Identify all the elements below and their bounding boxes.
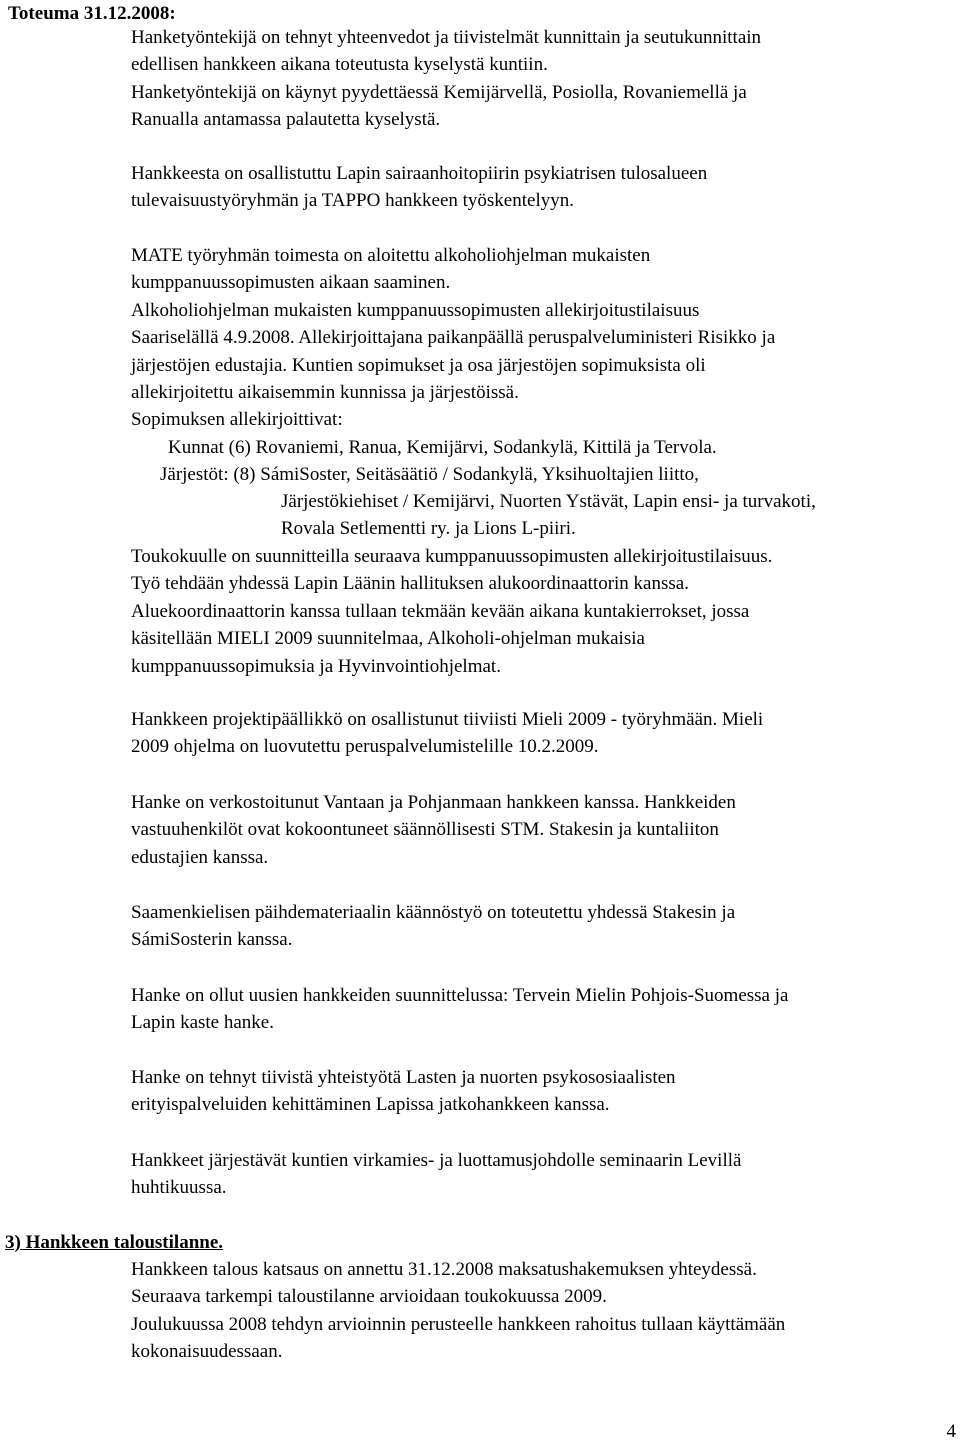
text-line: allekirjoitettu aikaisemmin kunnissa ja järjestöissä. [131,382,519,404]
text-line: Hanketyöntekijä on tehnyt yhteenvedot ja tiivistelmät kunnittain ja seutukunnittain [131,27,762,48]
paragraph-finances [131,1256,951,1366]
signers-jarjestot-continued [281,488,816,543]
text-line: Saamenkielisen päihdemateriaalin käännöstyö on toteutettu yhdessä Stakesin ja [131,902,736,923]
text-line: Toukokuulle on suunnitteilla seuraava kumppanuussopimusten allekirjoitustilaisuus. [131,546,773,567]
text-line: Hankkeen projektipäällikkö on osallistunut tiiviisti Mieli 2009 - työryhmään. Mieli [131,709,764,730]
text-line: Työ tehdään yhdessä Lapin Läänin hallituksen alukoordinaattorin kanssa. [131,573,689,595]
paragraph-lapin-sairaanhoitopiiri [131,160,951,215]
text-line: Seuraava tarkempi taloustilanne arvioidaan toukokuussa 2009. [131,1286,607,1308]
text-line: Hanke on verkostoitunut Vantaan ja Pohjanmaan hankkeen kanssa. Hankkeiden [131,792,736,813]
text-line: kumppanuussopimuksia ja Hyvinvointiohjelmat. [131,655,501,677]
text-line: kokonaisuudessaan. [131,1341,283,1363]
text-line: Ranualla antamassa palautetta kyselystä. [131,109,441,131]
paragraph-cooperation [131,1064,951,1119]
text-line: Hanke on tehnyt tiivistä yhteistyötä Lasten ja nuorten psykososiaalisten [131,1067,676,1088]
text-line: käsitellään MIELI 2009 suunnitelmaa, Alkoholi-ohjelman mukaisia [131,628,645,650]
text-line: Järjestökiehiset / Kemijärvi, Nuorten Ystävät, Lapin ensi- ja turvakoti, [281,491,816,512]
paragraph-networking [131,789,951,871]
text-line: huhtikuussa. [131,1177,227,1199]
text-line: edustajien kanssa. [131,846,269,868]
paragraph-toukokuu-plans [131,543,951,680]
text-line: Hanketyöntekijä on käynyt pyydettäessä Kemijärvellä, Posiolla, Rovaniemellä ja [131,81,747,103]
paragraph-mieli-2009 [131,706,951,761]
text-line: edellisen hankkeen aikana toteutusta kyselystä kuntiin. [131,54,548,76]
text-line: Lapin kaste hanke. [131,1012,274,1034]
text-line: järjestöjen edustajia. Kuntien sopimukset ja osa järjestöjen sopimuksista oli [131,354,706,376]
paragraph-mate-workgroup [131,242,951,434]
text-line: Hankkeet järjestävät kuntien virkamies- ja luottamusjohdolle seminaarin Levillä [131,1150,742,1171]
section-3-title: 3) Hankkeen taloustilanne. [5,1232,224,1253]
text-line: Hankkeen talous katsaus on annettu 31.12.2008 maksatushakemuksen yhteydessä. [131,1259,757,1280]
text-line: kumppanuussopimusten aikaan saaminen. [131,272,451,294]
text-line: 2009 ohjelma on luovutettu peruspalvelumistelille 10.2.2009. [131,736,599,758]
signers-kunnat: Kunnat (6) Rovaniemi, Ranua, Kemijärvi, Sodankylä, Kittilä ja Tervola. [168,437,717,458]
text-line: Alkoholiohjelman mukaisten kumppanuussopimusten allekirjoitustilaisuus [131,299,700,321]
text-line: SámiSosterin kanssa. [131,929,293,951]
text-line: Rovala Setlementti ry. ja Lions L-piiri. [281,518,576,540]
text-line: Joulukuussa 2008 tehdyn arvioinnin perusteelle hankkeen rahoitus tullaan käyttämään [131,1313,786,1335]
paragraph-saami-translation [131,899,951,954]
signers-jarjestot: Järjestöt: (8) SámiSoster, Seitäsäätiö / Sodankylä, Yksihuoltajien liitto, [160,464,699,485]
text-line: vastuuhenkilöt ovat kokoontuneet säännöllisesti STM. Stakesin ja kuntaliiton [131,819,719,841]
text-line: MATE työryhmän toimesta on aloitettu alkoholiohjelman mukaisten [131,245,651,266]
text-line: Sopimuksen allekirjoittivat: [131,409,343,431]
paragraph-survey-summary [131,24,951,134]
paragraph-seminar [131,1147,951,1202]
paragraph-new-projects [131,982,951,1037]
section-heading: Toteuma 31.12.2008: [8,3,176,24]
text-line: tulevaisuustyöryhmän ja TAPPO hankkeen työskentelyyn. [131,190,574,212]
text-line: Saariselällä 4.9.2008. Allekirjoittajana paikanpäällä peruspalveluministeri Risikko ja [131,327,776,349]
text-line: Hanke on ollut uusien hankkeiden suunnittelussa: Tervein Mielin Pohjois-Suomessa ja [131,985,789,1006]
text-line: Aluekoordinaattorin kanssa tullaan tekmään kevään aikana kuntakierrokset, jossa [131,600,750,622]
page-number: 4 [946,1421,956,1442]
text-line: erityispalveluiden kehittäminen Lapissa jatkohankkeen kanssa. [131,1094,610,1116]
text-line: Hankkeesta on osallistuttu Lapin sairaanhoitopiirin psykiatrisen tulosalueen [131,163,708,184]
